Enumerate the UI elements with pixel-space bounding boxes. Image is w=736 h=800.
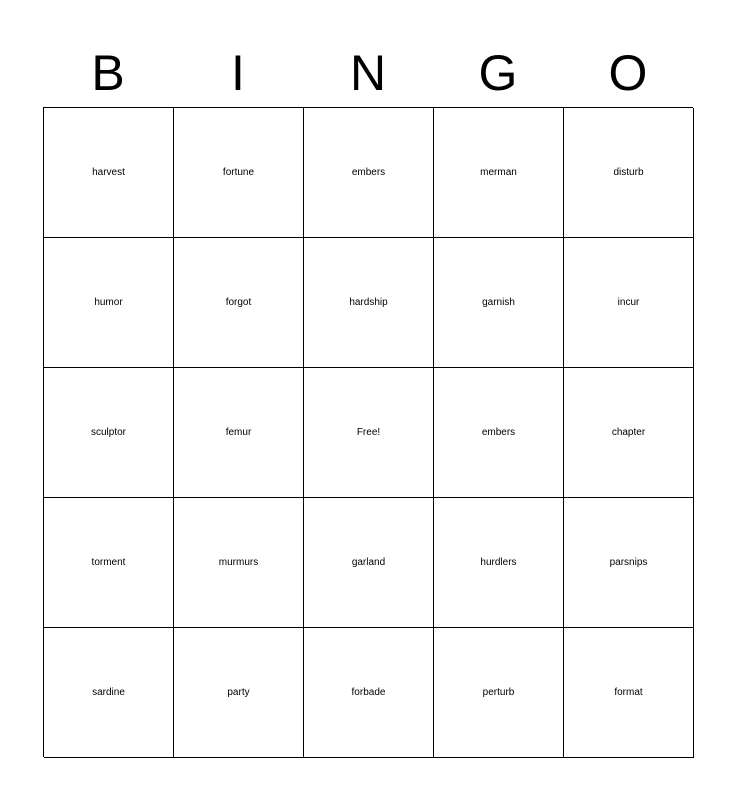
header-letter-o: O [608, 45, 648, 101]
bingo-cell[interactable]: garnish [434, 238, 564, 368]
bingo-cell[interactable]: embers [434, 368, 564, 498]
header-letter-i: I [231, 45, 245, 101]
bingo-cell[interactable]: party [174, 628, 304, 758]
bingo-cell[interactable]: incur [564, 238, 694, 368]
bingo-cell[interactable]: forbade [304, 628, 434, 758]
bingo-cell[interactable]: forgot [174, 238, 304, 368]
bingo-cell[interactable]: disturb [564, 108, 694, 238]
bingo-cell[interactable]: hurdlers [434, 498, 564, 628]
bingo-cell[interactable]: fortune [174, 108, 304, 238]
bingo-cell[interactable]: humor [44, 238, 174, 368]
bingo-cell[interactable]: format [564, 628, 694, 758]
header-letter-n: N [349, 45, 387, 101]
bingo-cell[interactable]: embers [304, 108, 434, 238]
bingo-cell[interactable]: merman [434, 108, 564, 238]
bingo-card [43, 107, 693, 757]
bingo-cell[interactable]: sardine [44, 628, 174, 758]
bingo-cell[interactable]: perturb [434, 628, 564, 758]
bingo-header [43, 40, 693, 106]
bingo-cell[interactable]: harvest [44, 108, 174, 238]
bingo-cell[interactable]: sculptor [44, 368, 174, 498]
bingo-cell[interactable]: chapter [564, 368, 694, 498]
bingo-cell[interactable]: garland [304, 498, 434, 628]
bingo-cell[interactable]: femur [174, 368, 304, 498]
bingo-cell[interactable]: murmurs [174, 498, 304, 628]
header-letter-b: B [91, 45, 125, 101]
free-space-cell[interactable]: Free! [304, 368, 434, 498]
header-letter-g: G [478, 45, 518, 101]
bingo-cell[interactable]: hardship [304, 238, 434, 368]
bingo-cell[interactable]: parsnips [564, 498, 694, 628]
bingo-cell[interactable]: torment [44, 498, 174, 628]
